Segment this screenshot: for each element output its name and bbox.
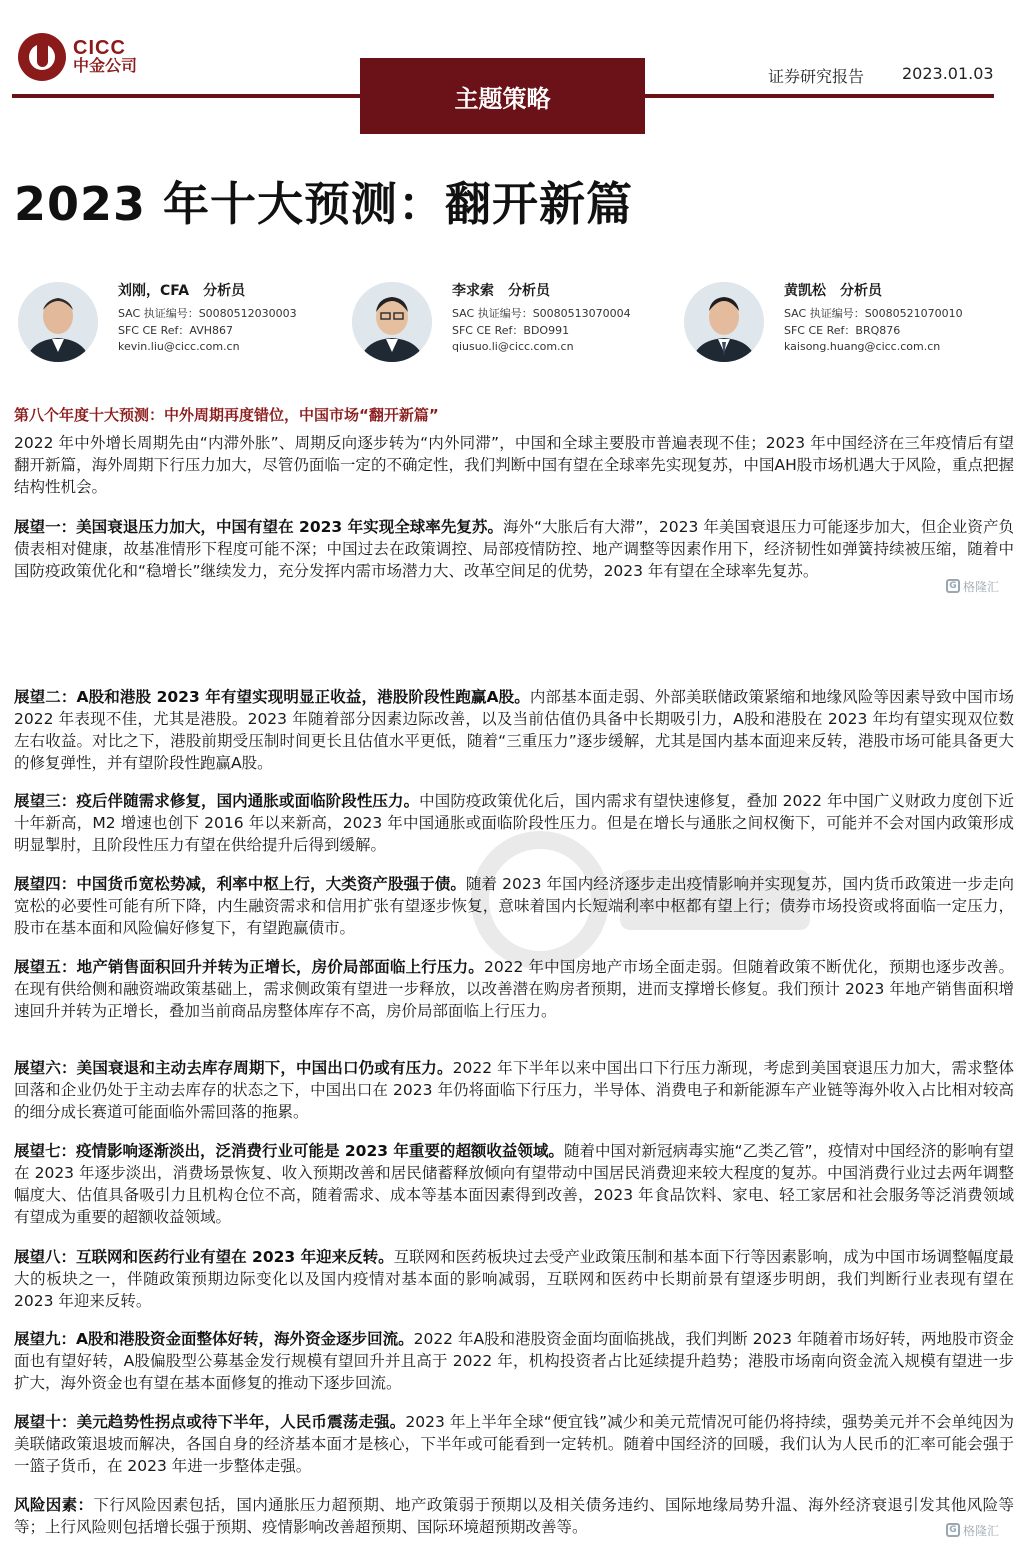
outlook-text: 随着 2023 年国内经济逐步走出疫情影响并实现复苏，国内货币政策进一步走向宽松的必要性可能有所下降，内生融资需求和信用扩张有望逐步恢复，意味着国内长短端利率中枢都有望上行；债券市场投资或将面临一定压力，股市在基本面和风险偏好修复下，有望跑赢债市。 bbox=[14, 875, 1014, 937]
author-sfc: SFC CE Ref：AVH867 bbox=[118, 324, 234, 337]
summary-paragraph: 2022 年中外增长周期先由“内滞外胀”、周期反向逐步转为“内外同滞”，中国和全球主要股市普遍表现不佳；2023 年中国经济在三年疫情后有望翻开新篇，海外周期下行压力加大，尽管仍面临一定的不确定性，我们判断中国有望在全球率先实现复苏，中国AH股市场机遇大于风险，重点把握结构性机会。 bbox=[14, 434, 1014, 496]
outlook-lead: 展望一：美国衰退压力加大，中国有望在 2023 年实现全球率先复苏。 bbox=[14, 518, 503, 536]
outlook-paragraph bbox=[14, 790, 1014, 856]
outlook-text: 2022 年A股和港股资金面均面临挑战，我们判断 2023 年随着市场好转，两地股市资金面也有望好转，A股偏股型公募基金发行规模有望回升并且高于 2022 年，机构投资者占比延续提升趋势；港股市场南向资金流入规模有望进一步扩大，海外资金也有望在基本面修复的推动下逐步回流。 bbox=[14, 1330, 1014, 1392]
author-name: 刘刚，CFA 分析员 bbox=[118, 283, 246, 299]
author-card bbox=[18, 280, 348, 368]
risk-paragraph bbox=[14, 1494, 1014, 1538]
author-name: 李求索 分析员 bbox=[452, 283, 550, 299]
outlook-text: 海外“大胀后有大滞”，2023 年美国衰退压力可能逐步加大，但企业资产负债表相对健康，故基准情形下程度可能不深；中国过去在政策调控、局部疫情防控、地产调整等因素作用下，经济韧性如弹簧持续被压缩，随着中国防疫政策优化和“稳增长”继续发力，充分发挥内需市场潜力大、改革空间足的优势，2023 年有望在全球率先复苏。 bbox=[14, 518, 1014, 580]
risk-lead: 风险因素： bbox=[14, 1496, 94, 1514]
cicc-logo-icon bbox=[18, 33, 66, 81]
report-title: 2023 年十大预测：翻开新篇 bbox=[14, 177, 634, 231]
outlook-paragraph bbox=[14, 956, 1014, 1022]
outlook-text: 2022 年下半年以来中国出口下行压力渐现，考虑到美国衰退压力加大，需求整体回落和企业仍处于主动去库存的状态之下，中国出口在 2023 年仍将面临下行压力，半导体、消费电子和新能源车产业链等海外收入占比相对较高的细分成长赛道可能面临外需回落的拖累。 bbox=[14, 1059, 1014, 1121]
outlook-paragraph bbox=[14, 1246, 1014, 1312]
outlook-lead: 展望五：地产销售面积回升并转为正增长，房价局部面临上行压力。 bbox=[14, 958, 484, 976]
logo-en: CICC bbox=[73, 37, 126, 60]
outlook-lead: 展望九：A股和港股资金面整体好转，海外资金逐步回流。 bbox=[14, 1330, 414, 1348]
watermark-text: 格隆汇 bbox=[963, 1523, 1000, 1538]
outlook-paragraph bbox=[14, 686, 1014, 774]
outlook-text: 2022 年中国房地产市场全面走弱。但随着政策不断优化，预期也逐步改善。在现有供给侧和融资端政策基础上，需求侧政策有望进一步释放，以改善潜在购房者预期，进而支撑增长修复。我们预计 2023 年地产销售面积增速回升并转为正增长，叠加当前商品房整体库存不高，房价局部面临上行压力。 bbox=[14, 958, 1014, 1020]
watermark-icon: G bbox=[946, 1523, 960, 1537]
watermark-icon: G bbox=[946, 579, 960, 593]
doc-type: 证券研究报告 bbox=[768, 67, 865, 86]
category-label: 主题策略 bbox=[360, 58, 645, 134]
outlook-lead: 展望四：中国货币宽松势减，利率中枢上行，大类资产股强于债。 bbox=[14, 875, 466, 893]
outlook-paragraph bbox=[14, 1411, 1014, 1477]
outlook-text: 互联网和医药板块过去受产业政策压制和基本面下行等因素影响，成为中国市场调整幅度最大的板块之一，伴随政策预期边际变化以及国内疫情对基本面的影响减弱，互联网和医药中长期前景有望逐步明朗，我们判断行业表现有望在 2023 年迎来反转。 bbox=[14, 1248, 1014, 1310]
outlook-lead: 展望十：美元趋势性拐点或待下半年，人民币震荡走强。 bbox=[14, 1413, 406, 1431]
outlook-text: 2023 年上半年全球“便宜钱”减少和美元荒情况可能仍将持续，强势美元并不会单纯因为美联储政策退坡而解决，各国自身的经济基本面才是核心，下半年或可能看到一定转机。随着中国经济的回暖，我们认为人民币的汇率可能会强于一篮子货币，在 2023 年进一步整体走强。 bbox=[14, 1413, 1014, 1475]
logo-cn: 中金公司 bbox=[73, 58, 138, 76]
avatar bbox=[352, 282, 432, 362]
author-sac: SAC 执证编号：S0080521070010 bbox=[784, 307, 963, 320]
outlook-lead: 展望六：美国衰退和主动去库存周期下，中国出口仍或有压力。 bbox=[14, 1059, 453, 1077]
doc-date: 2023.01.03 bbox=[902, 64, 994, 83]
outlook-paragraph bbox=[14, 1328, 1014, 1394]
author-name: 黄凯松 分析员 bbox=[784, 283, 882, 299]
avatar bbox=[684, 282, 764, 362]
outlook-paragraph bbox=[14, 1140, 1014, 1228]
outlook-text: 中国防疫政策优化后，国内需求有望快速修复，叠加 2022 年中国广义财政力度创下近十年新高，M2 增速也创下 2016 年以来新高，2023 年中国通胀或面临阶段性压力。但是在增长与通胀之间权衡下，可能并不会对国内政策形成明显掣肘，且阶段性压力有望在供给提升后得到缓解。 bbox=[14, 792, 1014, 854]
author-email[interactable]: kevin.liu@cicc.com.cn bbox=[118, 340, 240, 353]
outlook-text: 随着中国对新冠病毒实施“乙类乙管”，疫情对中国经济的影响有望在 2023 年逐步淡出，消费场景恢复、收入预期改善和居民储蓄释放倾向有望带动中国居民消费迎来较大程度的复苏。中国消费行业过去两年调整幅度大、估值具备吸引力且机构仓位不高，随着需求、成本等基本面因素得到改善，2023 年食品饮料、家电、轻工家居和社会服务等泛消费领域有望成为重要的超额收益领域。 bbox=[14, 1142, 1014, 1226]
outlook-lead: 展望七：疫情影响逐渐淡出，泛消费行业可能是 2023 年重要的超额收益领域。 bbox=[14, 1142, 564, 1160]
author-email[interactable]: qiusuo.li@cicc.com.cn bbox=[452, 340, 574, 353]
outlook-paragraph bbox=[14, 873, 1014, 939]
outlook-paragraph bbox=[14, 516, 1014, 582]
outlook-lead: 展望三：疫后伴随需求修复，国内通胀或面临阶段性压力。 bbox=[14, 792, 420, 810]
author-email[interactable]: kaisong.huang@cicc.com.cn bbox=[784, 340, 941, 353]
outlook-lead: 展望二：A股和港股 2023 年有望实现明显正收益，港股阶段性跑赢A股。 bbox=[14, 688, 530, 706]
risk-text: 下行风险因素包括，国内通胀压力超预期、地产政策弱于预期以及相关债务违约、国际地缘局势升温、海外经济衰退引发其他风险等等；上行风险则包括增长强于预期、疫情影响改善超预期、国际环境超预期改善等。 bbox=[14, 1496, 1014, 1536]
author-sfc: SFC CE Ref：BRQ876 bbox=[784, 324, 901, 337]
author-sac: SAC 执证编号：S0080513070004 bbox=[452, 307, 631, 320]
watermark bbox=[946, 576, 1018, 596]
avatar bbox=[18, 282, 98, 362]
cicc-logo bbox=[18, 33, 137, 81]
author-sac: SAC 执证编号：S0080512030003 bbox=[118, 307, 297, 320]
outlook-text: 内部基本面走弱、外部美联储政策紧缩和地缘风险等因素导致中国市场 2022 年表现不佳，尤其是港股。2023 年随着部分因素边际改善，以及当前估值仍具备中长期吸引力，A股和港股在 2023 年均有望实现双位数左右收益。对比之下，港股前期受压制时间更长且估值水平更低，随着“三重压力”逐步缓解，尤其是国内基本面迎来反转，港股市场可能具备更大的修复弹性，并有望阶段性跑赢A股。 bbox=[14, 688, 1014, 772]
summary-heading: 第八个年度十大预测：中外周期再度错位，中国市场“翻开新篇” bbox=[14, 406, 439, 424]
logo-text bbox=[73, 38, 137, 76]
watermark-text: 格隆汇 bbox=[963, 579, 1000, 594]
author-card bbox=[684, 280, 1014, 368]
watermark bbox=[946, 1520, 1018, 1540]
author-sfc: SFC CE Ref：BDO991 bbox=[452, 324, 570, 337]
author-card bbox=[352, 280, 682, 368]
outlook-paragraph bbox=[14, 1057, 1014, 1123]
outlook-lead: 展望八：互联网和医药行业有望在 2023 年迎来反转。 bbox=[14, 1248, 394, 1266]
